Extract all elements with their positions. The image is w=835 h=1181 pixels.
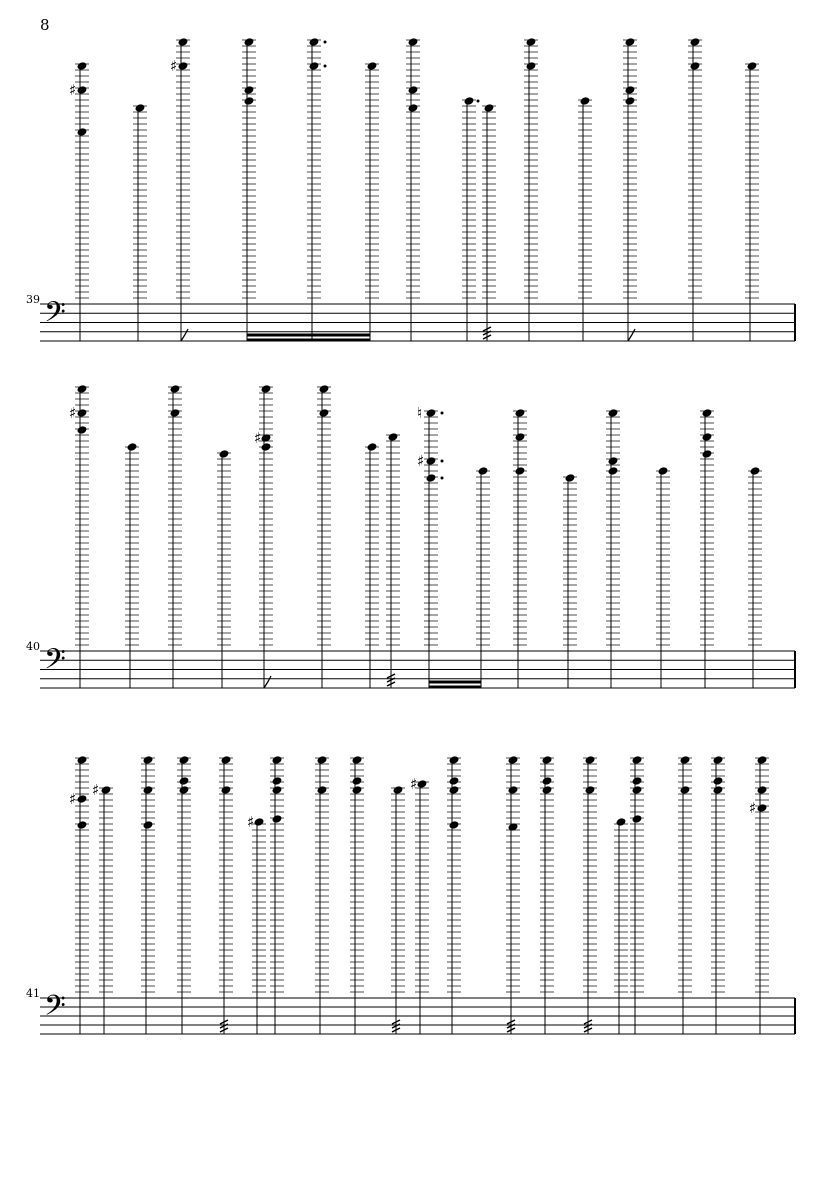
notehead bbox=[526, 37, 537, 47]
notehead bbox=[127, 442, 138, 452]
augmentation-dot bbox=[324, 41, 327, 44]
notehead bbox=[272, 755, 283, 765]
notehead bbox=[352, 785, 363, 795]
eighth-flag bbox=[181, 329, 188, 341]
notehead bbox=[77, 127, 88, 137]
notehead bbox=[757, 755, 768, 765]
notehead bbox=[658, 466, 669, 476]
eighth-flag bbox=[628, 329, 635, 341]
notehead bbox=[244, 85, 255, 95]
notehead bbox=[393, 785, 404, 795]
notehead bbox=[317, 755, 328, 765]
notehead bbox=[143, 785, 154, 795]
notehead bbox=[261, 384, 272, 394]
notehead bbox=[367, 61, 378, 71]
notehead bbox=[135, 103, 146, 113]
bass-clef-icon: 𝄢 bbox=[44, 296, 66, 337]
bass-clef-icon: 𝄢 bbox=[44, 989, 66, 1030]
notehead bbox=[542, 776, 553, 786]
notehead bbox=[484, 103, 495, 113]
notehead bbox=[417, 779, 428, 789]
notehead bbox=[565, 473, 576, 483]
augmentation-dot bbox=[324, 65, 327, 68]
notehead bbox=[426, 456, 437, 466]
notehead bbox=[580, 96, 591, 106]
notehead bbox=[625, 85, 636, 95]
notehead bbox=[449, 785, 460, 795]
notehead bbox=[317, 785, 328, 795]
measure-number-39: 39 bbox=[26, 293, 40, 306]
notehead bbox=[632, 755, 643, 765]
sharp-accidental: ♯ bbox=[69, 404, 77, 422]
notehead bbox=[690, 61, 701, 71]
notehead bbox=[713, 776, 724, 786]
augmentation-dot bbox=[441, 412, 444, 415]
notehead bbox=[757, 803, 768, 813]
notehead bbox=[254, 817, 265, 827]
augmentation-dot bbox=[441, 477, 444, 480]
notehead bbox=[747, 61, 758, 71]
notehead bbox=[143, 755, 154, 765]
notehead bbox=[309, 37, 320, 47]
notehead bbox=[478, 466, 489, 476]
notehead bbox=[219, 449, 230, 459]
notehead bbox=[526, 61, 537, 71]
notehead bbox=[77, 85, 88, 95]
notehead bbox=[388, 432, 399, 442]
notehead bbox=[221, 755, 232, 765]
augmentation-dot bbox=[441, 460, 444, 463]
notehead bbox=[408, 37, 419, 47]
notehead bbox=[77, 408, 88, 418]
sharp-accidental: ♯ bbox=[69, 81, 77, 99]
natural-accidental: ♮ bbox=[417, 404, 423, 422]
notehead bbox=[515, 408, 526, 418]
sharp-accidental: ♯ bbox=[749, 799, 757, 817]
notehead bbox=[757, 785, 768, 795]
notehead bbox=[713, 785, 724, 795]
notehead bbox=[426, 473, 437, 483]
notehead bbox=[585, 785, 596, 795]
notehead bbox=[632, 776, 643, 786]
notehead bbox=[585, 755, 596, 765]
notehead bbox=[449, 776, 460, 786]
augmentation-dot bbox=[477, 100, 480, 103]
sharp-accidental: ♯ bbox=[69, 790, 77, 808]
notehead bbox=[608, 466, 619, 476]
notehead bbox=[319, 408, 330, 418]
sharp-accidental: ♯ bbox=[410, 775, 418, 793]
notehead bbox=[221, 785, 232, 795]
notehead bbox=[352, 755, 363, 765]
notehead bbox=[77, 384, 88, 394]
notehead bbox=[680, 755, 691, 765]
notehead bbox=[179, 755, 190, 765]
eighth-flag bbox=[264, 676, 271, 688]
notehead bbox=[272, 785, 283, 795]
notehead bbox=[77, 755, 88, 765]
notehead bbox=[449, 820, 460, 830]
measure-number-41: 41 bbox=[26, 987, 40, 1000]
notehead bbox=[272, 776, 283, 786]
notehead bbox=[309, 61, 320, 71]
notehead bbox=[632, 785, 643, 795]
notehead bbox=[426, 408, 437, 418]
notehead bbox=[515, 432, 526, 442]
notehead bbox=[408, 103, 419, 113]
notehead bbox=[608, 456, 619, 466]
notehead bbox=[77, 820, 88, 830]
notehead bbox=[750, 466, 761, 476]
notehead bbox=[179, 785, 190, 795]
notehead bbox=[272, 814, 283, 824]
sharp-accidental: ♯ bbox=[92, 781, 100, 799]
sharp-accidental: ♯ bbox=[254, 429, 262, 447]
notehead bbox=[625, 37, 636, 47]
notehead bbox=[449, 755, 460, 765]
notehead bbox=[702, 449, 713, 459]
notehead bbox=[542, 785, 553, 795]
notehead bbox=[178, 61, 189, 71]
notehead bbox=[77, 425, 88, 435]
notehead bbox=[515, 466, 526, 476]
notehead bbox=[101, 785, 112, 795]
notehead bbox=[702, 432, 713, 442]
sharp-accidental: ♯ bbox=[417, 452, 425, 470]
notehead bbox=[170, 408, 181, 418]
notehead bbox=[542, 755, 553, 765]
notehead bbox=[179, 776, 190, 786]
notehead bbox=[143, 820, 154, 830]
notehead bbox=[319, 384, 330, 394]
notehead bbox=[508, 785, 519, 795]
page-number: 8 bbox=[40, 16, 50, 34]
notehead bbox=[464, 96, 475, 106]
notehead bbox=[702, 408, 713, 418]
notehead bbox=[508, 755, 519, 765]
notehead bbox=[367, 442, 378, 452]
notehead bbox=[690, 37, 701, 47]
notehead bbox=[680, 785, 691, 795]
notehead bbox=[632, 814, 643, 824]
measure-number-40: 40 bbox=[26, 640, 40, 653]
notehead bbox=[713, 755, 724, 765]
notehead bbox=[77, 61, 88, 71]
notehead bbox=[244, 96, 255, 106]
bass-clef-icon: 𝄢 bbox=[44, 643, 66, 684]
notehead bbox=[352, 776, 363, 786]
notehead bbox=[625, 96, 636, 106]
notehead bbox=[244, 37, 255, 47]
notehead bbox=[261, 442, 272, 452]
notehead bbox=[77, 794, 88, 804]
notehead bbox=[170, 384, 181, 394]
sharp-accidental: ♯ bbox=[247, 813, 255, 831]
sharp-accidental: ♯ bbox=[170, 57, 178, 75]
notehead bbox=[408, 85, 419, 95]
notehead bbox=[608, 408, 619, 418]
notehead bbox=[616, 817, 627, 827]
notehead bbox=[178, 37, 189, 47]
